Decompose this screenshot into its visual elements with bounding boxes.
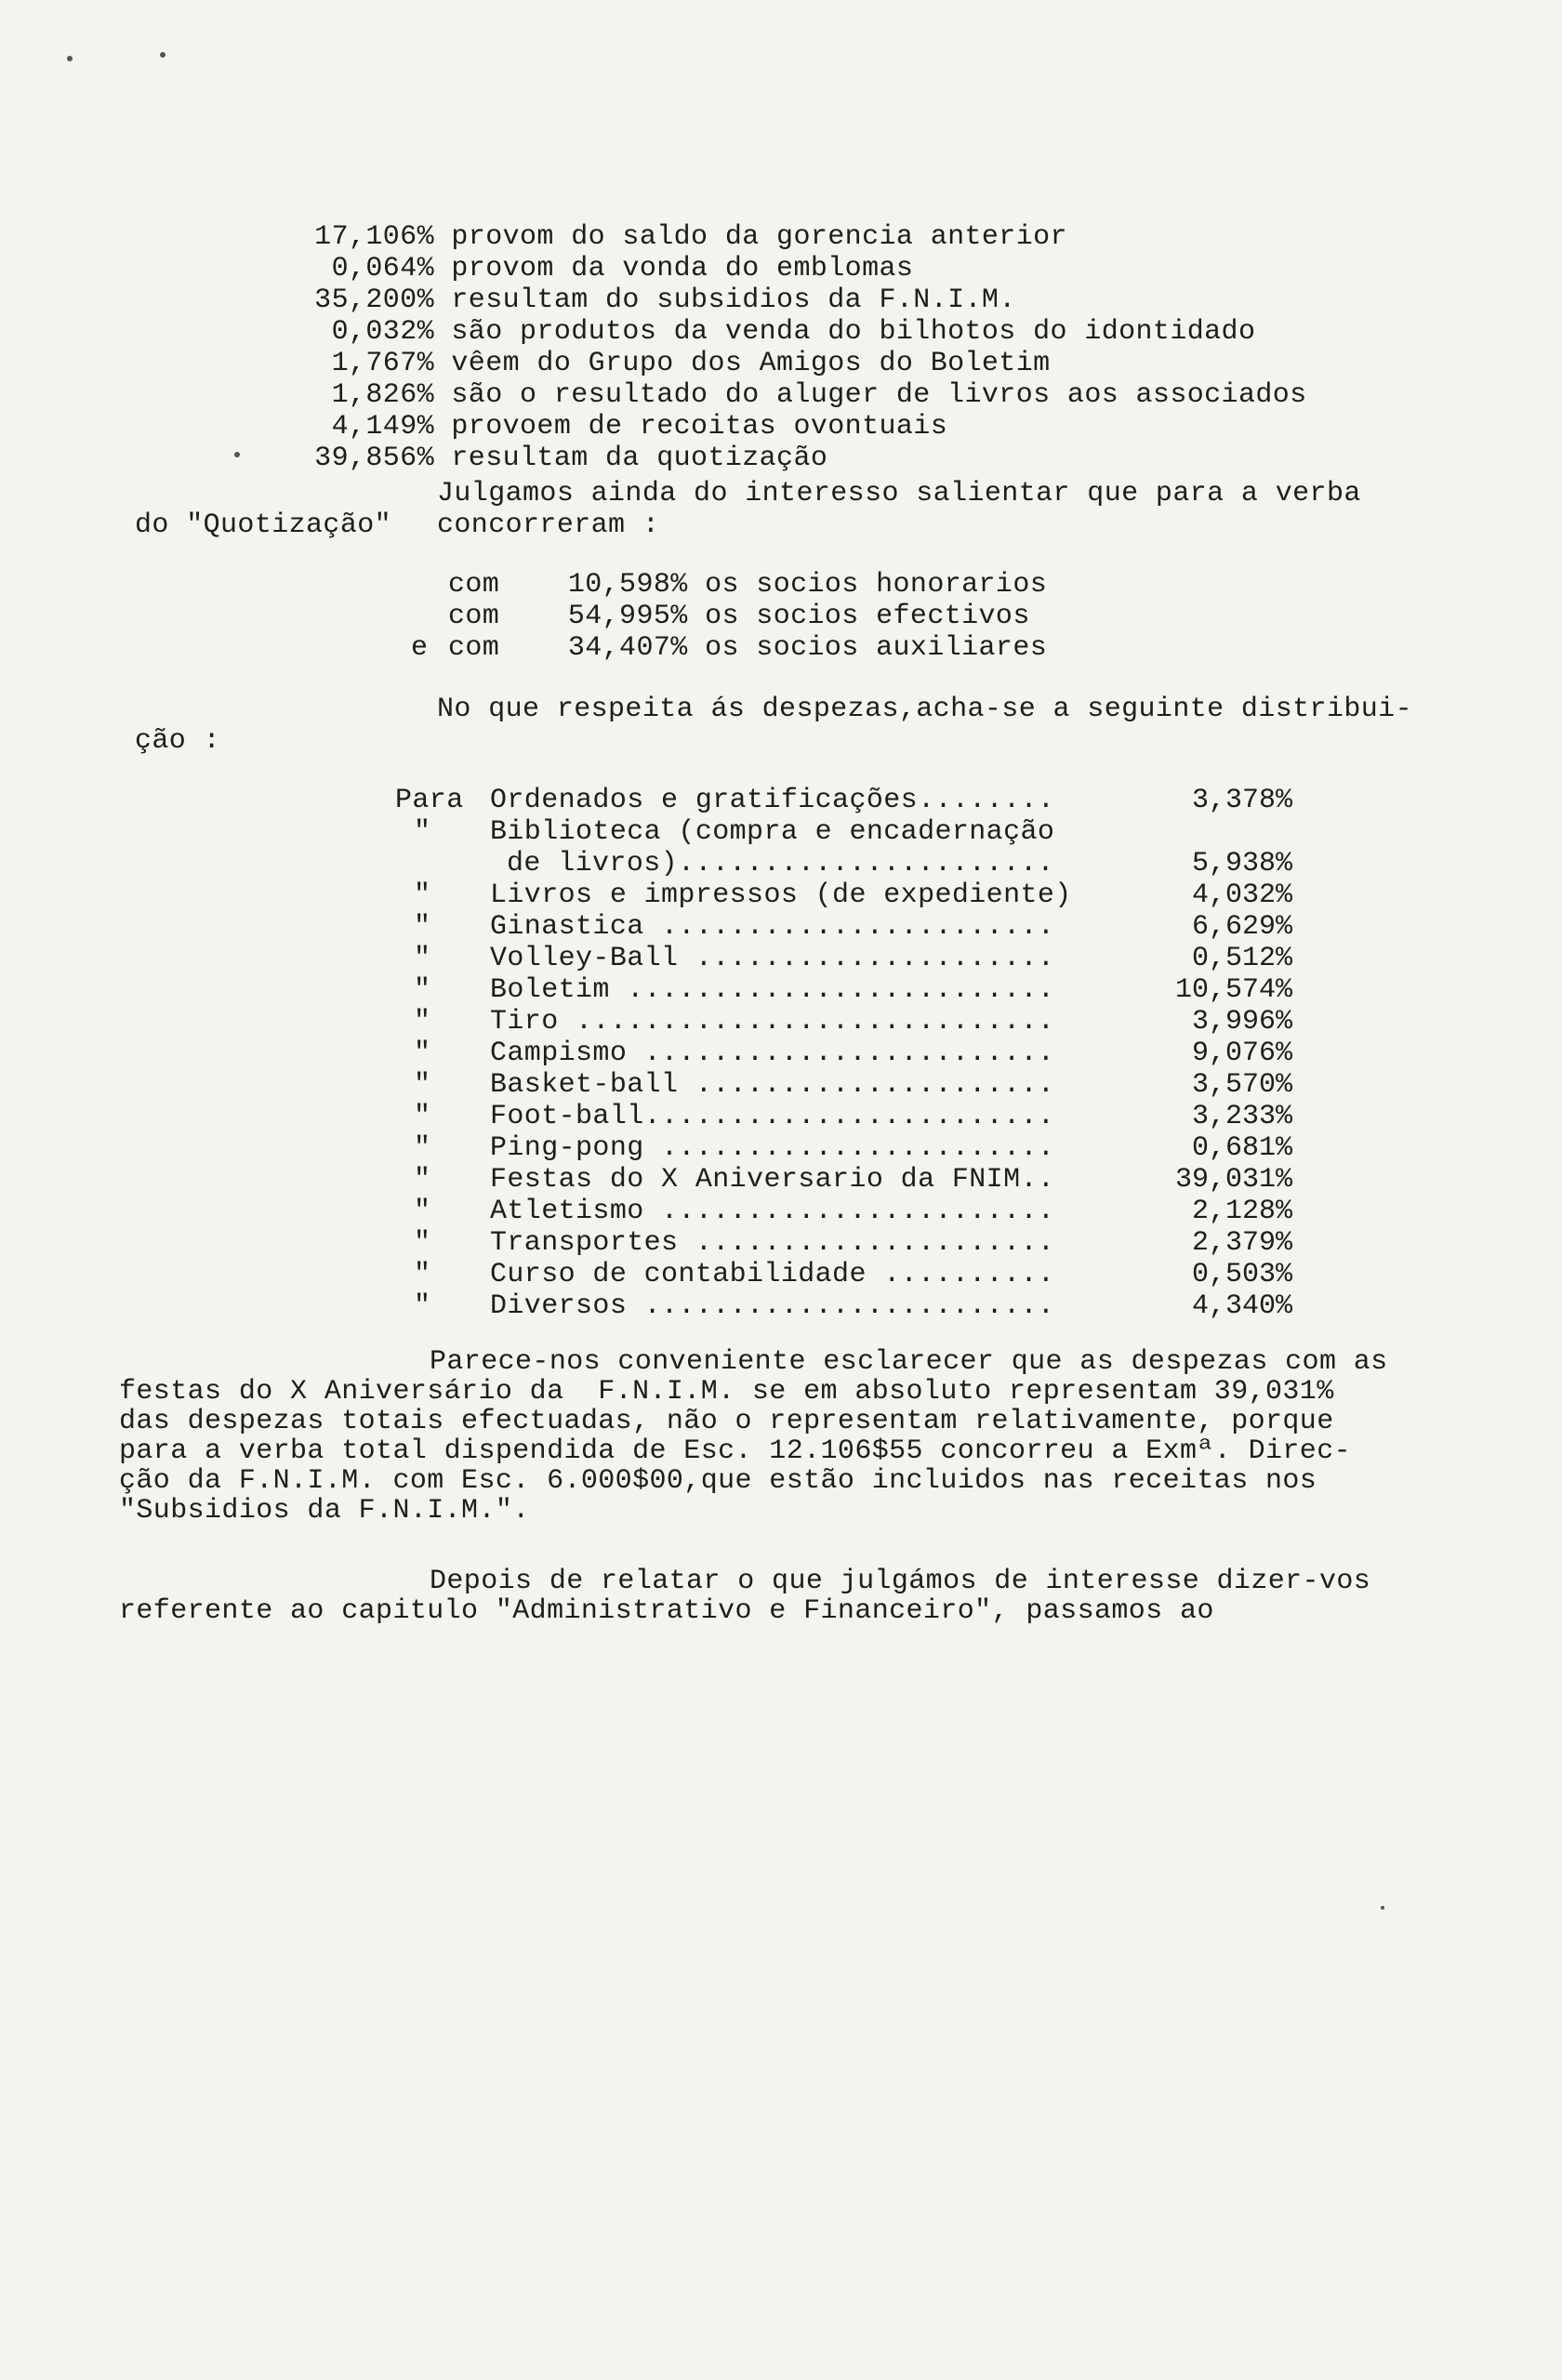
expense-value: 3,233%	[1191, 1101, 1292, 1132]
expense-mark: "	[414, 911, 431, 943]
paragraph-line: das despezas totais efectuadas, não o representam relativamente, porque	[119, 1406, 1334, 1437]
paragraph-line: referente ao capitulo "Administrativo e Financeiro", passamos ao	[119, 1595, 1214, 1627]
expense-value: 2,128%	[1191, 1196, 1292, 1227]
quota-label: do "Quotização"	[135, 509, 392, 541]
paragraph-line: "Subsidios da F.N.I.M.".	[119, 1495, 530, 1527]
expense-mark: "	[414, 1006, 431, 1038]
expense-label: Tiro ............................	[490, 1006, 1055, 1038]
expense-label: Ping-pong .......................	[490, 1132, 1055, 1164]
quota-intro-line: Julgamos ainda do interesso salientar que para a verba	[437, 478, 1361, 509]
paragraph-line: Depois de relatar o que julgámos de interesse dizer-vos	[430, 1566, 1371, 1597]
member-row: com 10,598% os socios honorarios	[448, 569, 1048, 601]
expense-label: Volley-Ball .....................	[490, 943, 1055, 974]
expense-mark: "	[414, 1196, 431, 1227]
expense-value: 3,996%	[1191, 1006, 1292, 1038]
expense-label: Foot-ball........................	[490, 1101, 1055, 1132]
expense-label: de livros)......................	[507, 848, 1054, 879]
expense-label: Biblioteca (compra e encadernação	[490, 816, 1055, 848]
paragraph-line: ção da F.N.I.M. com Esc. 6.000$00,que estão incluidos nas receitas nos	[119, 1465, 1317, 1497]
member-row: e com 34,407% os socios auxiliares	[411, 632, 1048, 664]
expense-value: 4,340%	[1191, 1290, 1292, 1322]
scan-speck	[67, 56, 73, 61]
member-row: com 54,995% os socios efectivos	[448, 601, 1030, 632]
expense-label: Atletismo .......................	[490, 1196, 1055, 1227]
expense-value: 39,031%	[1174, 1164, 1292, 1196]
expense-mark: "	[414, 1259, 431, 1290]
expense-label: Festas do X Aniversario da FNIM..	[490, 1164, 1055, 1196]
expense-mark: "	[414, 974, 431, 1006]
expense-label: Curso de contabilidade ..........	[490, 1259, 1055, 1290]
paragraph-line: Parece-nos conveniente esclarecer que as despezas com as	[430, 1346, 1388, 1378]
expense-mark: "	[414, 1132, 431, 1164]
expense-mark: "	[414, 1069, 431, 1101]
quota-intro-line2: concorreram :	[437, 509, 660, 541]
scan-speck	[234, 452, 240, 457]
income-row: 0,032% são produtos da venda do bilhotos do idontidado	[331, 316, 1256, 348]
scan-speck	[160, 52, 165, 58]
expense-value: 3,378%	[1191, 785, 1292, 816]
expense-mark: "	[414, 1164, 431, 1196]
income-row: 39,856% resultam da quotização	[314, 443, 828, 474]
expense-label: Campismo ........................	[490, 1038, 1055, 1069]
expense-value: 5,938%	[1191, 848, 1292, 879]
expense-value: 3,570%	[1191, 1069, 1292, 1101]
expense-mark: "	[414, 1227, 431, 1259]
expense-mark: "	[414, 1290, 431, 1322]
expense-label: Transportes .....................	[490, 1227, 1055, 1259]
expense-label: Diversos ........................	[490, 1290, 1055, 1322]
expense-mark: "	[414, 1038, 431, 1069]
expense-value: 0,503%	[1191, 1259, 1292, 1290]
expense-value: 0,681%	[1191, 1132, 1292, 1164]
expense-mark: Para	[395, 785, 464, 816]
income-row: 4,149% provoem de recoitas ovontuais	[331, 411, 948, 443]
income-row: 35,200% resultam do subsidios da F.N.I.M.	[314, 284, 1016, 316]
expense-mark: "	[414, 816, 431, 848]
expense-value: 10,574%	[1174, 974, 1292, 1006]
expense-value: 0,512%	[1191, 943, 1292, 974]
expense-label: Basket-ball .....................	[490, 1069, 1055, 1101]
income-row: 1,767% vêem do Grupo dos Amigos do Boletim	[331, 348, 1051, 379]
scan-speck	[1381, 1906, 1384, 1910]
expense-value: 2,379%	[1191, 1227, 1292, 1259]
expense-value: 4,032%	[1191, 879, 1292, 911]
expense-intro-line2: ção :	[135, 725, 221, 757]
expense-label: Boletim .........................	[490, 974, 1055, 1006]
expense-value: 9,076%	[1191, 1038, 1292, 1069]
expense-label: Ginastica .......................	[490, 911, 1055, 943]
expense-mark: "	[414, 1101, 431, 1132]
paragraph-line: festas do X Aniversário da F.N.I.M. se em absoluto representam 39,031%	[119, 1376, 1334, 1408]
income-row: 1,826% são o resultado do aluger de livros aos associados	[331, 379, 1307, 411]
expense-mark: "	[414, 879, 431, 911]
expense-mark: "	[414, 943, 431, 974]
expense-label: Ordenados e gratificações........	[490, 785, 1055, 816]
expense-label: Livros e impressos (de expediente)	[490, 879, 1072, 911]
expense-intro-line: No que respeita ás despezas,acha-se a seguinte distribui-	[437, 694, 1412, 725]
expense-value: 6,629%	[1191, 911, 1292, 943]
income-row: 17,106% provom do saldo da gorencia anterior	[314, 221, 1067, 253]
income-row: 0,064% provom da vonda do emblomas	[331, 253, 914, 284]
paragraph-line: para a verba total dispendida de Esc. 12.106$55 concorreu a Exmª. Direc-	[119, 1435, 1352, 1467]
